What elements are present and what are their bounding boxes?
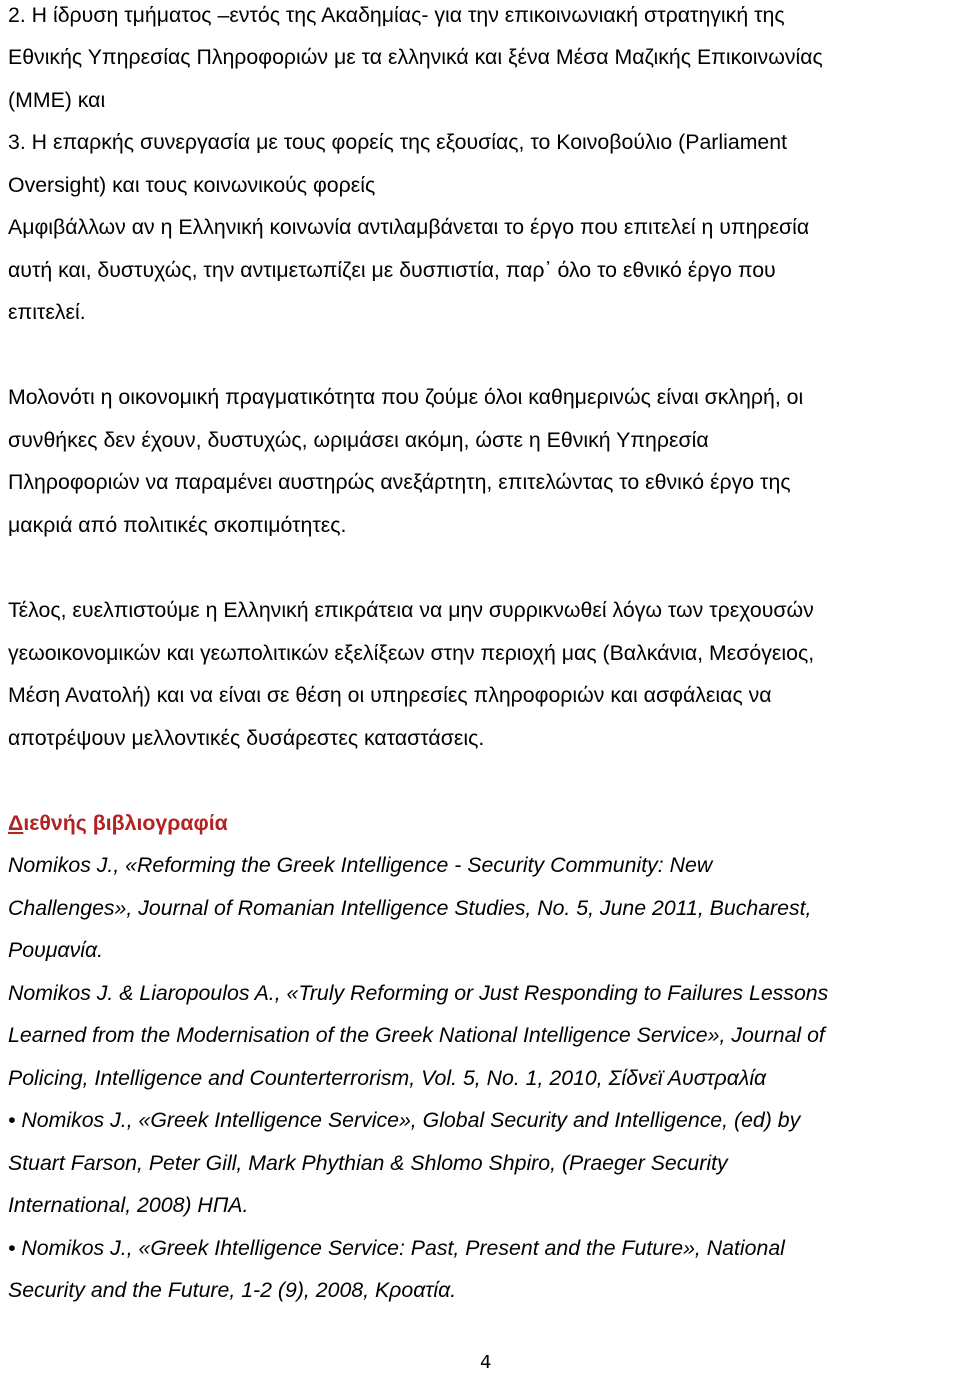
text-line: επιτελεί.: [8, 300, 86, 324]
text-line: 2. Η ίδρυση τμήματος –εντός της Ακαδημίας- για την επικοινωνιακή στρατηγική της: [8, 3, 785, 27]
bibliography-line: Nomikos J., «Reforming the Greek Intelligence - Security Community: New: [8, 853, 713, 877]
text-line: (ΜΜΕ) και: [8, 88, 106, 112]
bibliography-line: Ρουμανία.: [8, 938, 104, 962]
text-line: 3. Η επαρκής συνεργασία με τους φορείς της εξουσίας, το Κοινοβούλιο (Parliament: [8, 130, 788, 154]
text-line: Πληροφοριών να παραμένει αυστηρώς ανεξάρτητη, επιτελώντας το εθνικό έργο της: [8, 470, 791, 494]
bibliography-heading-rest: ιεθνής βιβλιογραφία: [23, 811, 228, 835]
text-line: αποτρέψουν μελλοντικές δυσάρεστες καταστάσεις.: [8, 726, 485, 750]
bibliography-line: Learned from the Modernisation of the Greek National Intelligence Service», Journal of: [8, 1023, 825, 1047]
bibliography-line: Policing, Intelligence and Counterterrorism, Vol. 5, No. 1, 2010, Σίδνεϊ Αυστραλία: [8, 1066, 767, 1090]
text-line: Αμφιβάλλων αν η Ελληνική κοινωνία αντιλαμβάνεται το έργο που επιτελεί η υπηρεσία: [8, 215, 810, 239]
text-line: Oversight) και τους κοινωνικούς φορείς: [8, 173, 376, 197]
bibliography-line: Security and the Future, 1-2 (9), 2008, Κροατία.: [8, 1278, 457, 1302]
bibliography-line: Challenges», Journal of Romanian Intelligence Studies, No. 5, June 2011, Bucharest,: [8, 896, 812, 920]
bibliography-line: Stuart Farson, Peter Gill, Mark Phythian & Shlomo Shpiro, (Praeger Security: [8, 1151, 728, 1175]
bibliography-line: Nomikos J. & Liaropoulos A., «Truly Reforming or Just Responding to Failures Lessons: [8, 981, 829, 1005]
text-line: Μέση Ανατολή) και να είναι σε θέση οι υπηρεσίες πληροφοριών και ασφάλειας να: [8, 683, 772, 707]
text-line: γεωοικονομικών και γεωπολιτικών εξελίξεων στην περιοχή μας (Βαλκάνια, Μεσόγειος,: [8, 641, 815, 665]
page-number: 4: [480, 1352, 492, 1373]
text-line: Εθνικής Υπηρεσίας Πληροφοριών με τα ελληνικά και ξένα Μέσα Μαζικής Επικοινωνίας: [8, 45, 823, 69]
text-line: Τέλος, ευελπιστούμε η Ελληνική επικράτεια να μην συρρικνωθεί λόγω των τρεχουσών: [8, 598, 814, 622]
text-line: Μολονότι η οικονομική πραγματικότητα που ζούμε όλοι καθημερινώς είναι σκληρή, οι: [8, 385, 804, 409]
bibliography-line: • Nomikos J., «Greek Intelligence Service», Global Security and Intelligence, (ed) by: [8, 1108, 801, 1132]
text-line: αυτή και, δυστυχώς, την αντιμετωπίζει με δυσπιστία, παρ᾽ όλο το εθνικό έργο που: [8, 258, 776, 282]
text-line: μακριά από πολιτικές σκοπιμότητες.: [8, 513, 347, 537]
bibliography-line: • Nomikos J., «Greek Ihtelligence Service: Past, Present and the Future», National: [8, 1236, 785, 1260]
bibliography-heading: [8, 810, 228, 836]
bibliography-line: International, 2008) ΗΠΑ.: [8, 1193, 249, 1217]
bibliography-heading-first-letter: Δ: [8, 811, 24, 835]
text-line: συνθήκες δεν έχουν, δυστυχώς, ωριμάσει ακόμη, ώστε η Εθνική Υπηρεσία: [8, 428, 709, 452]
